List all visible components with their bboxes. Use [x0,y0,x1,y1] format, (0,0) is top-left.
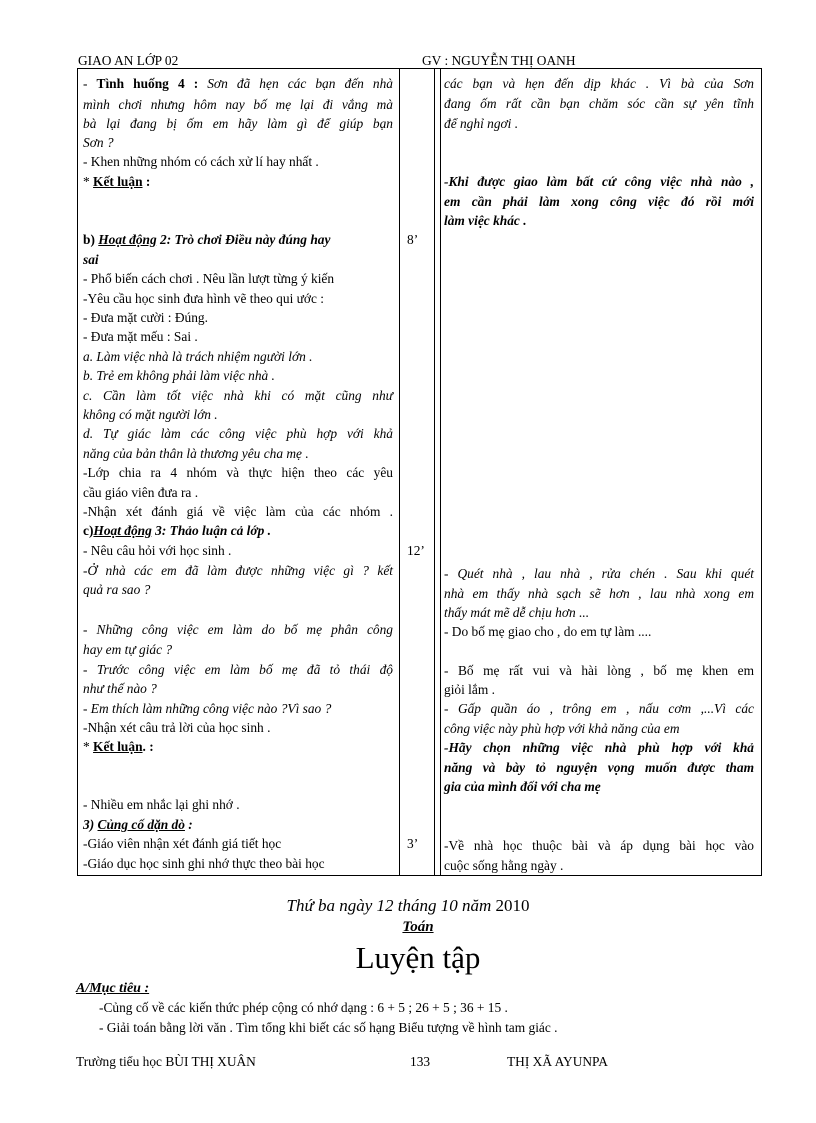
subject-heading: Toán [402,919,434,935]
teacher-line: -Ở nhà các em đã làm được những việc gì ? kết [83,563,393,578]
teacher-line: -Giáo dục học sinh ghi nhớ thực theo bài học [83,856,325,871]
text-segment: Tình huống 4 : [96,76,199,91]
date-text: Thứ ba ngày 12 tháng 10 năm [286,896,496,915]
activity-duration: 8’ [407,232,419,247]
footer-town: THỊ XÃ AYUNPA [507,1054,608,1069]
text-segment: * [83,739,94,754]
teacher-line: cầu giáo viên đưa ra . [83,485,199,500]
teacher-line: - Phổ biến cách chơi . Nêu lần lượt từng ý kiến [83,271,335,286]
teacher-line: -Nhận xét câu trả lời của học sinh . [83,720,271,735]
teacher-line [83,230,330,249]
student-line: thấy mát mẽ dễ chịu hơn ... [444,605,590,620]
teacher-line: -Nhận xét đánh giá về việc làm của các nhóm . [83,504,393,519]
teacher-line: - Nêu câu hỏi với học sinh . [83,543,232,558]
text-segment: : [142,174,151,189]
text-segment: * [83,174,94,189]
header-right: GV : NGUYỄN THỊ OANH [422,53,576,68]
teacher-line: a. Làm việc nhà là trách nhiệm người lớn . [83,349,313,364]
teacher-line [83,74,393,93]
student-line: để nghỉ ngơi . [444,116,519,131]
text-segment: 2: Trò chơi Điều này đúng hay [156,232,331,247]
teacher-line: bà lại đang bị ốm em hãy làm gì để giúp bạn [83,116,393,131]
teacher-line: -Giáo viên nhận xét đánh giá tiết học [83,836,282,851]
student-line: giỏi lắm . [444,682,495,697]
text-segment: 3: Thảo luận cả lớp . [151,523,271,538]
teacher-line: không có mặt người lớn . [83,407,218,422]
teacher-line: sai [83,252,99,267]
student-line: gia của mình đối với cha mẹ [444,779,601,794]
teacher-line: - Khen những nhóm có cách xử lí hay nhất . [83,154,319,169]
activity-duration: 3’ [407,836,419,851]
teacher-line: c. Cần làm tốt việc nhà khi có mặt cũng như [83,388,393,403]
column-divider [399,68,400,875]
text-segment: c) [83,523,94,538]
student-line: - Quét nhà , lau nhà , rửa chén . Sau khi quét [444,566,754,581]
text-segment: b) [83,232,99,247]
teacher-line [83,737,154,756]
text-segment: Sơn đã hẹn các bạn đến nhà [198,76,393,91]
text-segment: Hoạt động [93,523,152,538]
teacher-line [83,815,193,834]
student-line: - Gấp quần áo , trông em , nấu cơm ,...Vì các [444,701,754,716]
teacher-line: hay em tự giác ? [83,642,173,657]
student-line: các bạn và hẹn đến dịp khác . Vì bà của Sơn [444,76,754,91]
date-year: 2010 [495,896,530,915]
header-left: GIAO AN LỚP 02 [78,53,179,68]
goals-heading-text: A/Mục tiêu [76,981,141,996]
teacher-line: - Đưa mặt mếu : Sai . [83,329,198,344]
teacher-line [83,172,150,191]
teacher-line: d. Tự giác làm các công việc phù hợp với khả [83,426,393,441]
teacher-line [83,521,271,540]
teacher-line: -Yêu cầu học sinh đưa hình vẽ theo qui ước : [83,291,324,306]
teacher-line: như thế nào ? [83,681,157,696]
page-number: 133 [410,1054,431,1069]
text-segment: . : [142,739,154,754]
lesson-title: Luyện tập [355,940,481,975]
goals-heading-colon: : [140,981,150,996]
text-segment: 3) [83,817,98,832]
teacher-line: - Nhiều em nhắc lại ghi nhớ . [83,797,240,812]
text-segment: Hoạt động [98,232,157,247]
goals-heading [76,981,149,997]
goal-item: -Củng cố về các kiến thức phép cộng có nhớ dạng : 6 + 5 ; 26 + 5 ; 36 + 15 . [99,1000,508,1015]
student-line: đang ốm rất cần bạn chăm sóc cần sự yên tĩnh [444,96,754,111]
text-segment: - [83,76,97,91]
activity-duration: 12’ [407,543,425,558]
teacher-line: quả ra sao ? [83,582,151,597]
text-segment: : [184,817,193,832]
student-line: năng và bày tỏ nguyện vọng muốn được tham [444,760,754,775]
teacher-line: - Những công việc em làm do bố mẹ phân công [83,622,393,637]
student-line: cuộc sống hằng ngày . [444,858,564,873]
text-segment: Củng cố dặn dò [97,817,185,832]
student-line: công việc này phù hợp với khả năng của em [444,721,680,736]
student-line: nhà em thấy nhà sạch sẽ hơn , lau nhà xong em [444,586,754,601]
student-line: em cần phải làm xong công việc đó rồi mới [444,194,754,209]
teacher-line: năng của bản thân là thương yêu cha mẹ . [83,446,309,461]
student-line: - Do bố mẹ giao cho , do em tự làm .... [444,624,652,639]
column-divider [434,68,435,875]
student-line: - Bố mẹ rất vui và hài lòng , bố mẹ khen em [444,663,754,678]
lesson-date [0,896,816,916]
student-line: làm việc khác . [444,213,527,228]
teacher-line: mình chơi nhưng hôm nay bố mẹ lại đi vắng mà [83,97,393,112]
teacher-line: - Em thích làm những công việc nào ?Vì sao ? [83,701,332,716]
teacher-line: b. Trẻ em không phải làm việc nhà . [83,368,275,383]
goal-item: - Giải toán bằng lời văn . Tìm tổng khi biết các số hạng Biểu tượng về hình tam giác . [99,1020,558,1035]
text-segment: Kết luận [93,739,143,754]
student-line: -Khi được giao làm bất cứ công việc nhà nào , [444,174,754,189]
footer-school: Trường tiểu học BÙI THỊ XUÂN [76,1054,256,1069]
text-segment: Kết luận [93,174,143,189]
teacher-line: - Đưa mặt cười : Đúng. [83,310,208,325]
teacher-line: -Lớp chia ra 4 nhóm và thực hiện theo các yêu [83,465,393,480]
student-line: -Hãy chọn những việc nhà phù hợp với khả [444,740,754,755]
teacher-line: Sơn ? [83,135,114,150]
column-divider [440,68,441,875]
teacher-line: - Trước công việc em làm bố mẹ đã tỏ thái độ [83,662,393,677]
student-line: -Về nhà học thuộc bài và áp dụng bài học vào [444,838,754,853]
